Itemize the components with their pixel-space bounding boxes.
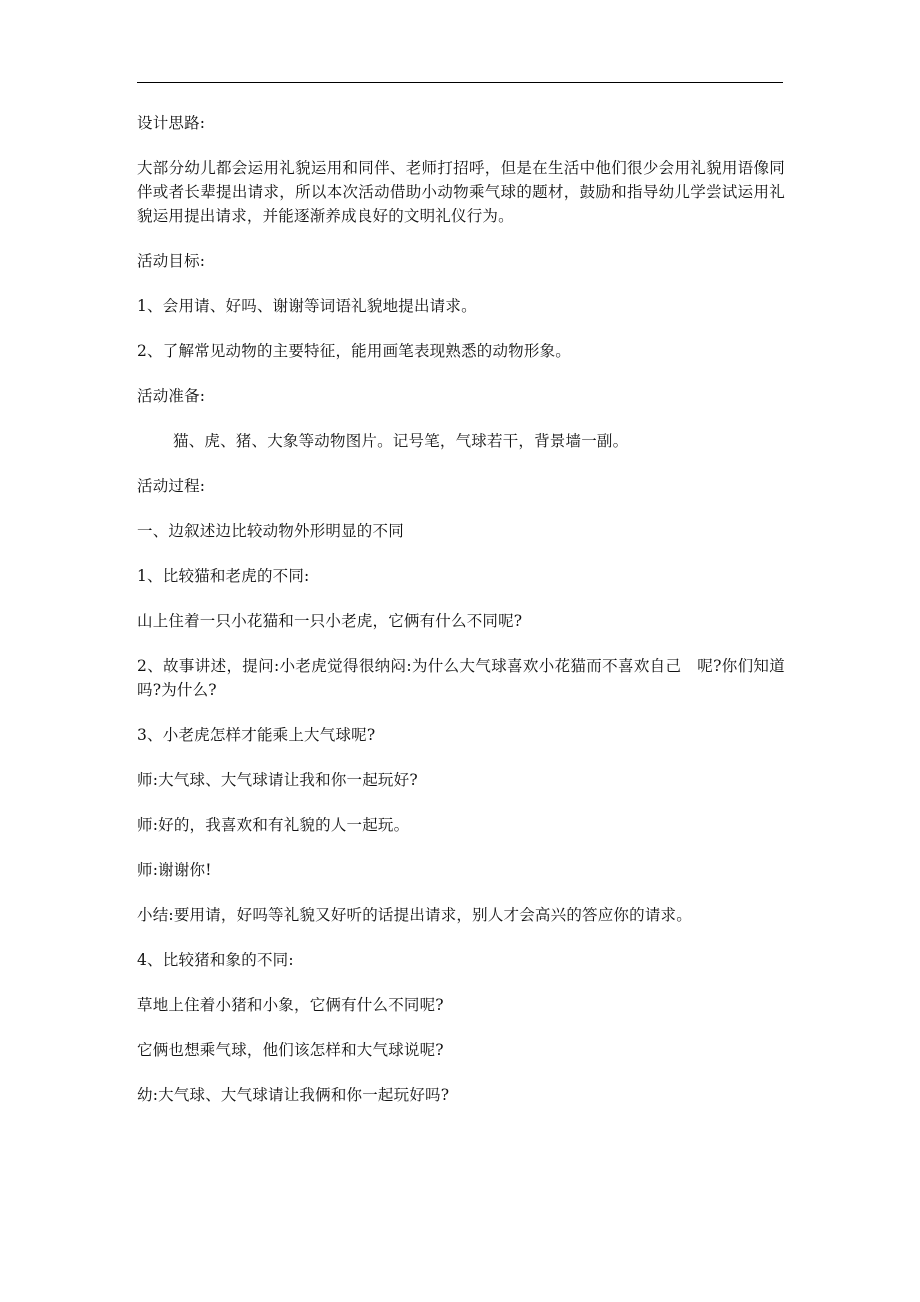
section-heading-activity-goals: 活动目标: [137,252,206,270]
process-step-heading: 一、边叙述边比较动物外形明显的不同 [137,522,404,540]
section-heading-activity-preparation: 活动准备: [137,387,206,405]
dialogue-line: 师:好的，我喜欢和有礼貌的人一起玩。 [137,816,410,834]
process-item-2: 2、故事讲述，提问:小老虎觉得很纳闷:为什么大气球喜欢小花猫而不喜欢自己 呢?你们知道吗?为什么? [137,657,785,699]
dialogue-line: 幼:大气球、大气球请让我俩和你一起玩好吗? [137,1086,450,1104]
process-line: 草地上住着小猪和小象，它俩有什么不同呢? [137,996,444,1014]
dialogue-line: 师:大气球、大气球请让我和你一起玩好? [137,771,418,789]
process-line: 它俩也想乘气球，他们该怎样和大气球说呢? [137,1041,444,1059]
preparation-paragraph: 猫、虎、猪、大象等动物图片。记号笔，气球若干，背景墙一副。 [173,432,629,450]
goal-item-1: 1、会用请、好吗、谢谢等词语礼貌地提出请求。 [137,297,477,315]
header-rule [137,82,783,83]
goal-item-2: 2、了解常见动物的主要特征，能用画笔表现熟悉的动物形象。 [137,342,571,360]
design-idea-paragraph: 大部分幼儿都会运用礼貌运用和同伴、老师打招呼，但是在生活中他们很少会用礼貌用语像同伴或者长辈提出请求，所以本次活动借助小动物乘气球的题材，鼓励和指导幼儿学尝试运用礼貌运用提出请求，并能逐渐养成良好的文明礼仪行为。 [137,159,785,225]
process-item-3: 3、小老虎怎样才能乘上大气球呢? [137,726,376,744]
process-item-1: 1、比较猫和老虎的不同: [137,567,310,585]
dialogue-line: 师:谢谢你! [137,861,212,879]
summary-paragraph: 小结:要用请，好吗等礼貌又好听的话提出请求，别人才会高兴的答应你的请求。 [137,906,692,924]
process-line: 山上住着一只小花猫和一只小老虎，它俩有什么不同呢? [137,612,523,630]
section-heading-design-idea: 设计思路: [137,114,206,132]
process-item-4: 4、比较猪和象的不同: [137,951,294,969]
document-body [137,111,785,1128]
section-heading-activity-process: 活动过程: [137,477,206,495]
